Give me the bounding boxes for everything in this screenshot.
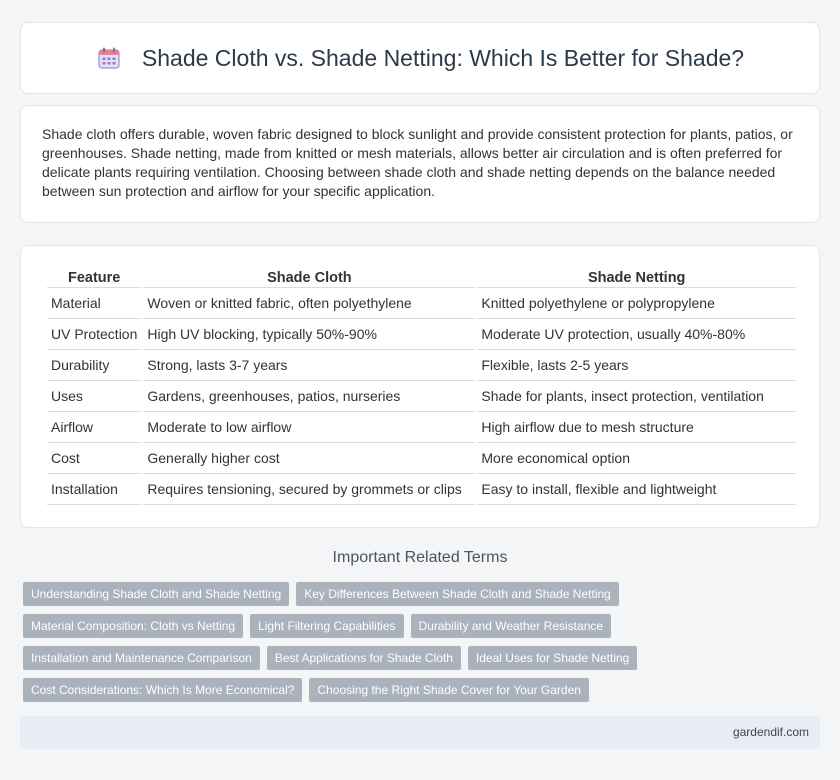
header-shade-netting: Shade Netting	[477, 268, 796, 288]
cell-shade-cloth: Woven or knitted fabric, often polyethylene	[143, 288, 475, 319]
cell-shade-netting: Flexible, lasts 2-5 years	[477, 350, 796, 381]
cell-shade-cloth: Strong, lasts 3-7 years	[143, 350, 475, 381]
intro-paragraph: Shade cloth offers durable, woven fabric designed to block sunlight and provide consistent protection for plants, patios, or greenhouses. Shade netting, made from knitted or mesh materials, allows better air circulation and is often preferred for delicate plants requiring ventilation. Choosing between shade cloth and shade netting depends on the balance needed between sun protection and airflow for your specific application.	[42, 126, 793, 199]
related-term-tag[interactable]: Installation and Maintenance Comparison	[23, 646, 260, 670]
header-shade-cloth: Shade Cloth	[143, 268, 475, 288]
related-term-tag[interactable]: Durability and Weather Resistance	[411, 614, 612, 638]
intro-card	[20, 105, 820, 223]
calendar-icon	[96, 45, 122, 71]
related-terms-title: Important Related Terms	[332, 549, 508, 566]
tag-row	[23, 582, 823, 606]
related-term-tag[interactable]: Understanding Shade Cloth and Shade Netting	[23, 582, 289, 606]
cell-feature: Cost	[47, 443, 141, 474]
cell-feature: Uses	[47, 381, 141, 412]
related-term-tag[interactable]: Key Differences Between Shade Cloth and Shade Netting	[296, 582, 619, 606]
cell-shade-cloth: Requires tensioning, secured by grommets or clips	[143, 474, 475, 505]
related-term-tag[interactable]: Ideal Uses for Shade Netting	[468, 646, 637, 670]
table-row	[47, 412, 796, 443]
tag-row	[23, 646, 823, 670]
footer	[20, 716, 820, 749]
table-body	[47, 288, 796, 505]
cell-shade-cloth: High UV blocking, typically 50%-90%	[143, 319, 475, 350]
table-row	[47, 350, 796, 381]
table-row	[47, 381, 796, 412]
comparison-table	[45, 268, 798, 505]
cell-feature: Durability	[47, 350, 141, 381]
cell-shade-netting: High airflow due to mesh structure	[477, 412, 796, 443]
table-header-row	[47, 268, 796, 288]
related-term-tag[interactable]: Best Applications for Shade Cloth	[267, 646, 461, 670]
table-row	[47, 319, 796, 350]
cell-shade-netting: Shade for plants, insect protection, ventilation	[477, 381, 796, 412]
table-row	[47, 288, 796, 319]
cell-shade-netting: Moderate UV protection, usually 40%-80%	[477, 319, 796, 350]
cell-feature: UV Protection	[47, 319, 141, 350]
comparison-table-card	[20, 245, 820, 528]
cell-shade-netting: More economical option	[477, 443, 796, 474]
cell-shade-cloth: Generally higher cost	[143, 443, 475, 474]
cell-feature: Airflow	[47, 412, 141, 443]
footer-site[interactable]: gardendif.com	[732, 725, 809, 739]
cell-feature: Installation	[47, 474, 141, 505]
related-term-tag[interactable]: Material Composition: Cloth vs Netting	[23, 614, 243, 638]
related-term-tag[interactable]: Choosing the Right Shade Cover for Your Garden	[309, 678, 589, 702]
cell-shade-cloth: Moderate to low airflow	[143, 412, 475, 443]
cell-shade-netting: Easy to install, flexible and lightweight	[477, 474, 796, 505]
cell-shade-netting: Knitted polyethylene or polypropylene	[477, 288, 796, 319]
related-term-tag[interactable]: Cost Considerations: Which Is More Economical?	[23, 678, 302, 702]
table-row	[47, 474, 796, 505]
related-term-tag[interactable]: Light Filtering Capabilities	[250, 614, 403, 638]
page-title: Shade Cloth vs. Shade Netting: Which Is Better for Shade?	[141, 44, 745, 71]
header-feature: Feature	[47, 268, 141, 288]
cell-feature: Material	[47, 288, 141, 319]
related-tags	[23, 582, 823, 710]
table-row	[47, 443, 796, 474]
tag-row	[23, 614, 823, 638]
cell-shade-cloth: Gardens, greenhouses, patios, nurseries	[143, 381, 475, 412]
title-card	[20, 22, 820, 94]
tag-row	[23, 678, 823, 702]
